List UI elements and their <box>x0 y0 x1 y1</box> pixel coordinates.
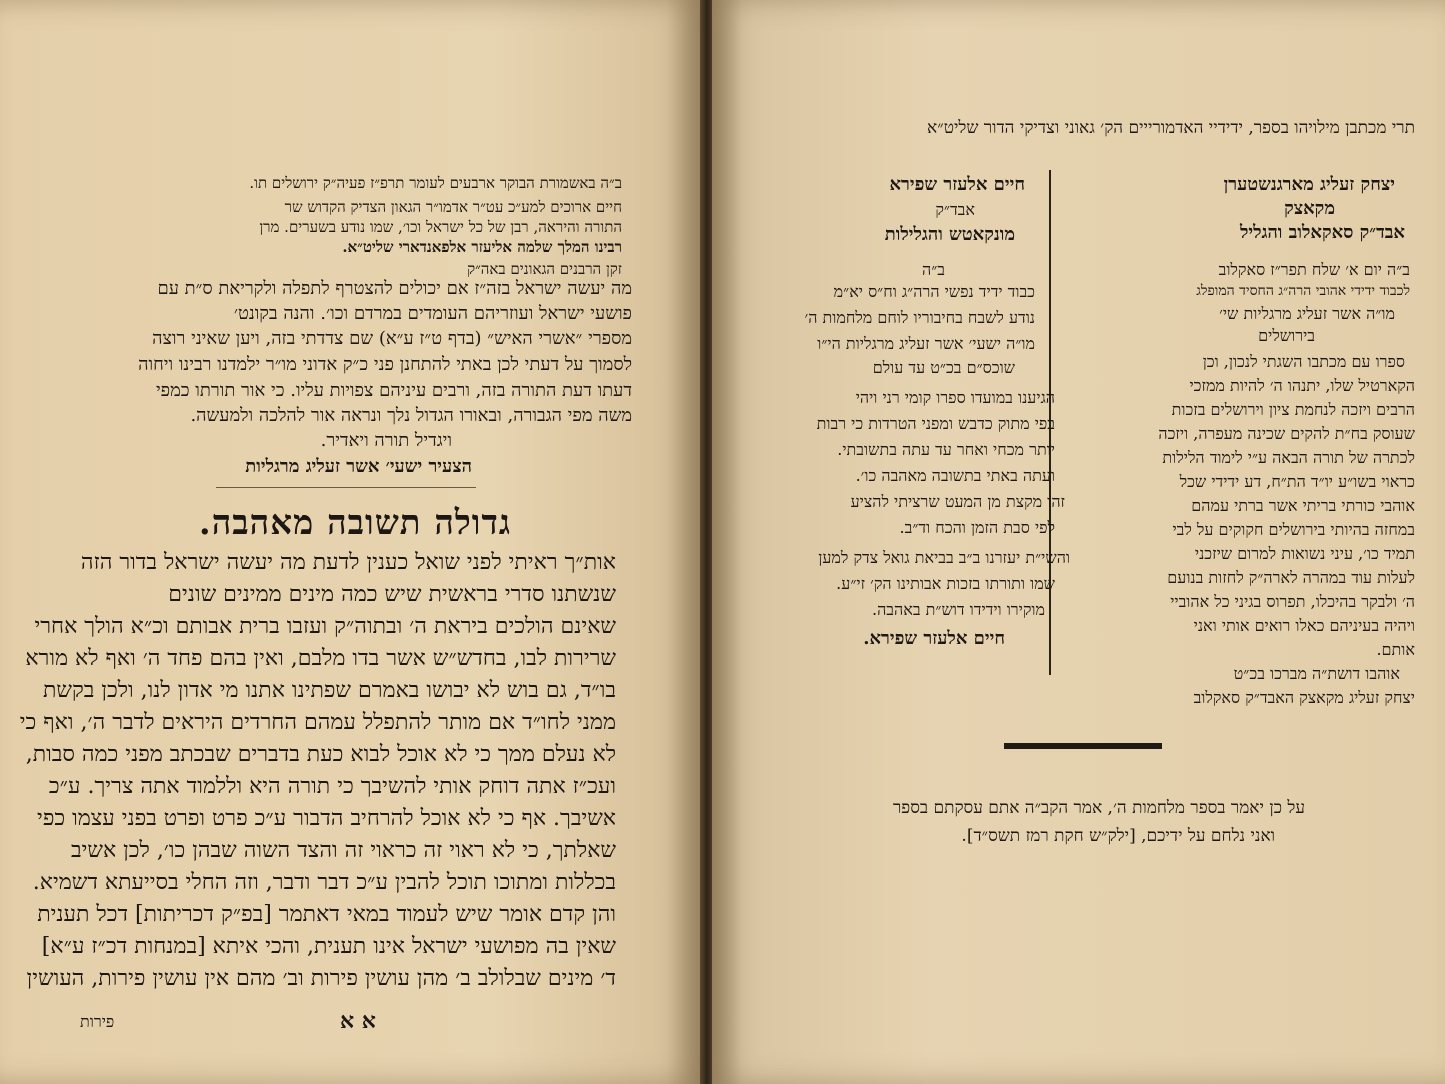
column-line: ויהיה בעיניהם כאלו רואים אותי ואני <box>1193 616 1415 635</box>
column-line: ה׳ ולבקר בהיכלו, תפרוס בגיני כל אהוביי <box>1170 592 1415 611</box>
divider-bar <box>1004 743 1162 749</box>
column-line: לכבוד ידידי אהובי הרה״ג החסיד המופלג <box>1196 283 1410 299</box>
column-line: מו״ה אשר זעליג מרגליות שי׳ <box>1219 304 1395 323</box>
column-line: אוהבי כורתי בריתי אשר ברתי עמהם <box>1191 496 1415 515</box>
column-line: כראוי בשו״ע יו״ד הת״ח, דע ידידי שכל <box>1179 472 1415 491</box>
body-line: בכללות ומתוכו תוכל להבין ע״כ דבר ודבר, וזה החלי בסייעתא דשמיא. <box>32 870 616 895</box>
right-page <box>712 0 1445 1084</box>
column-line: לכתרה של תורה הבאה ע״י לימוד הלילות <box>1162 448 1415 467</box>
column-title: אבד״ק סאקאלוב והגליל <box>1239 222 1405 243</box>
column-line: הגיענו במועדו ספרו קומי רני ויהי <box>855 388 1055 407</box>
column-line: לעלות עוד במהרה לארה״ק לחזות בנועם <box>1167 568 1415 587</box>
column-line: ספרו עם מכתבו השגתי לנכון, וכן <box>1202 352 1405 371</box>
body-line: ועכ״ז אתה דוחק אותי להשיבך כי תורה היא וללמוד אתה צריך. ע״כ <box>48 774 616 799</box>
body-line: שאלתך, כי לא ראוי זה כראוי זה והצד השוה שבהן כו׳, לכן אשיב <box>71 838 616 863</box>
letter-line: מספרי ״אשרי האיש״ (בדף ט״ז ע״א) שם צדדתי בזה, ויען שאיני רוצה <box>152 328 632 349</box>
column-line: שעוסק בח״ת להקים שכינה מעפרה, ויזכה <box>1158 424 1415 443</box>
footer-line: על כן יאמר בספר מלחמות ה׳, אמר הקב״ה אתם עסקתם בספר <box>892 798 1305 818</box>
letter-line: פושעי ישראל ועוזריהם העומדים במרדם וכו׳. והנה בקונט׳ <box>233 303 632 324</box>
signature-mark: א א <box>340 1008 376 1034</box>
footer-line: ואני נלחם על ידיכם, [ילק״ש חקת רמז תשס״ד]. <box>961 826 1275 846</box>
letter-line: ויגדיל תורה ויאדיר. <box>320 430 452 451</box>
column-title: מונקאטש והגלילות <box>884 224 1015 245</box>
column-signature: יצחק זעליג מקאצק האבד״ק סאקלוב <box>1193 688 1415 707</box>
dedication-line: התורה והיראה, רבן של כל ישראל וכו׳, שמו נודע בשערים. מרן <box>259 218 622 236</box>
catchword: פירות <box>80 1012 115 1031</box>
letter-line: לסמוך על דעתי לכן באתי להתחנן פני כ״ק אדוני מו״ר ילמדנו רבינו ויחוה <box>138 354 632 375</box>
page-heading: תרי מכתבן מילויהו בספר, ידידיי האדמורייים הק׳ גאוני וצדיקי הדור שליט״א <box>927 118 1415 138</box>
column-line: ב״ה יום א׳ שלח תפר״ז סאקלוב <box>1218 260 1410 279</box>
column-line: בפי מתוק כדבש ומפני הטרדות כי רבות <box>816 414 1055 433</box>
body-line: בו״ד, גם בוש לא יבושו באמרם שפתינו אתנו מי אדון לנו, ולכן בקשת <box>43 678 616 703</box>
column-line: זהו מקצת מן המעט שרציתי להציע <box>850 492 1065 511</box>
dedication-line: חיים ארוכים למע״כ עט״ר אדמו״ר הגאון הצדיק הקדוש שר <box>284 198 622 216</box>
divider-line <box>216 487 476 488</box>
dedication-line: ב״ה באשמורת הבוקר ארבעים לעומר תרפ״ז פעיה״ק ירושלים תו. <box>249 174 622 192</box>
column-line: מוקירו וידידו דוש״ת באהבה. <box>872 600 1045 619</box>
column-line: הרבים ויזכה לנחמת ציון וירושלים בזכות <box>1171 400 1415 419</box>
body-line: לא נעלם ממך כי לא אוכל לבוא כעת בדברים שבכתב מפני כמה סבות, <box>25 742 616 767</box>
letter-line: מה יעשה ישראל בזה״ז אם יכולים להצטרף לתפלה ולקריאת ס״ת עם <box>157 278 632 299</box>
body-line: שרירות לבו, בחדש״ש אשר בדו מלבם, ואין בהם פחד ה׳ ואף לא מורא <box>25 646 616 671</box>
column-line: ב״ה <box>922 260 945 279</box>
column-line: שוכס״ם בכ״ט עד עולם <box>872 358 1015 377</box>
column-signature: חיים אלעזר שפירא. <box>863 628 1005 649</box>
column-line: נודע לשבח בחיבוריו לוחם מלחמות ה׳ <box>804 308 1035 327</box>
body-line: ד׳ מינים שבלולב ב׳ מהן עושין פירות וב׳ מהם אין עושין פירות, העושין <box>26 966 616 991</box>
column-line: ועתה באתי בתשובה מאהבה כו׳. <box>855 466 1055 485</box>
body-line: שנשתנו סדרי בראשית שיש כמה מינים ממינים שונים <box>168 582 616 607</box>
column-line: תמיד כו׳, עיני נשואות למרום שיזכני <box>1194 544 1415 563</box>
column-line: והשי״ת יעזרנו ב״ב בביאת גואל צדק למען <box>818 548 1070 567</box>
body-line: אשיבך. אף כי לא אוכל להרחיב הדבור ע״כ פרט ופרט בפני עצמו כפי <box>37 806 616 831</box>
column-line: בירושלים <box>1258 326 1315 345</box>
column-title: חיים אלעזר שפירא <box>889 174 1025 195</box>
left-page <box>0 0 702 1084</box>
body-line: אות״ך ראיתי לפני שואל כענין לדעת מה יעשה ישראל בדור הזה <box>80 550 616 575</box>
dedication-line: רבינו המלך שלמה אליעזר אלפאנדארי שליט״א. <box>342 238 622 256</box>
column-line: מו״ה ישעי׳ אשר זעליג מרגליות הי״ו <box>817 334 1035 353</box>
column-title: יצחק זעליג מארגנשטערן <box>1223 174 1395 195</box>
body-line: והן קדם אומר שיש לעמוד במאי דאתמר [בפ״ק דכריתות] דכל תענית <box>37 902 616 927</box>
letter-line: משה מפי הגבורה, ובאורו הגדול נלך ונראה אור להלכה ולמעשה. <box>190 405 632 426</box>
column-line: יותר מכחי ואחר עד עתה בתשובתי. <box>837 440 1055 459</box>
body-line: שאין בה מפושעי ישראל אינו תענית, והכי איתא [במנחות דכ״ז ע״א] <box>41 934 616 959</box>
letter-signature: הצעיר ישעי׳ אשר זעליג מרגליות <box>245 456 472 477</box>
column-line: כבוד ידיד נפשי הרה״ג וח״ס יא״מ <box>833 282 1035 301</box>
section-title: גדולה תשובה מאהבה. <box>198 503 512 543</box>
letter-line: דעתו דעת התורה בזה, ורבים עיניהם צפויות עליו. כי אור תורתו כמפי <box>155 380 632 401</box>
column-line: הקארטיל שלו, יתנהו ה׳ להיות ממזכי <box>1189 376 1415 395</box>
column-title: אבד״ק <box>935 200 975 219</box>
column-line: אותם. <box>1376 640 1415 659</box>
column-line: שמו ותורתו בזכות אבותינו הק׳ זי״ע. <box>836 574 1055 593</box>
body-line: שאינם הולכים ביראת ה׳ ובתוה״ק ועזבו ברית אבותם וכ״א הולך אחרי <box>34 614 616 639</box>
column-line: לפי סבת הזמן והכח וד״ב. <box>899 518 1055 537</box>
column-line: במחזה בהיותי בירושלים חקוקים על לבי <box>1172 520 1415 539</box>
column-title: מקאצק <box>1284 198 1335 219</box>
dedication-line: זקן הרבנים הגאונים באה״ק <box>467 260 622 278</box>
column-line: אוהבו דושת״ה מברכו בכ״ט <box>1233 664 1400 683</box>
body-line: ממני לחו״ד אם מותר להתפלל עמהם החרדים היראים לדבר ה׳, ואף כי <box>19 710 616 735</box>
